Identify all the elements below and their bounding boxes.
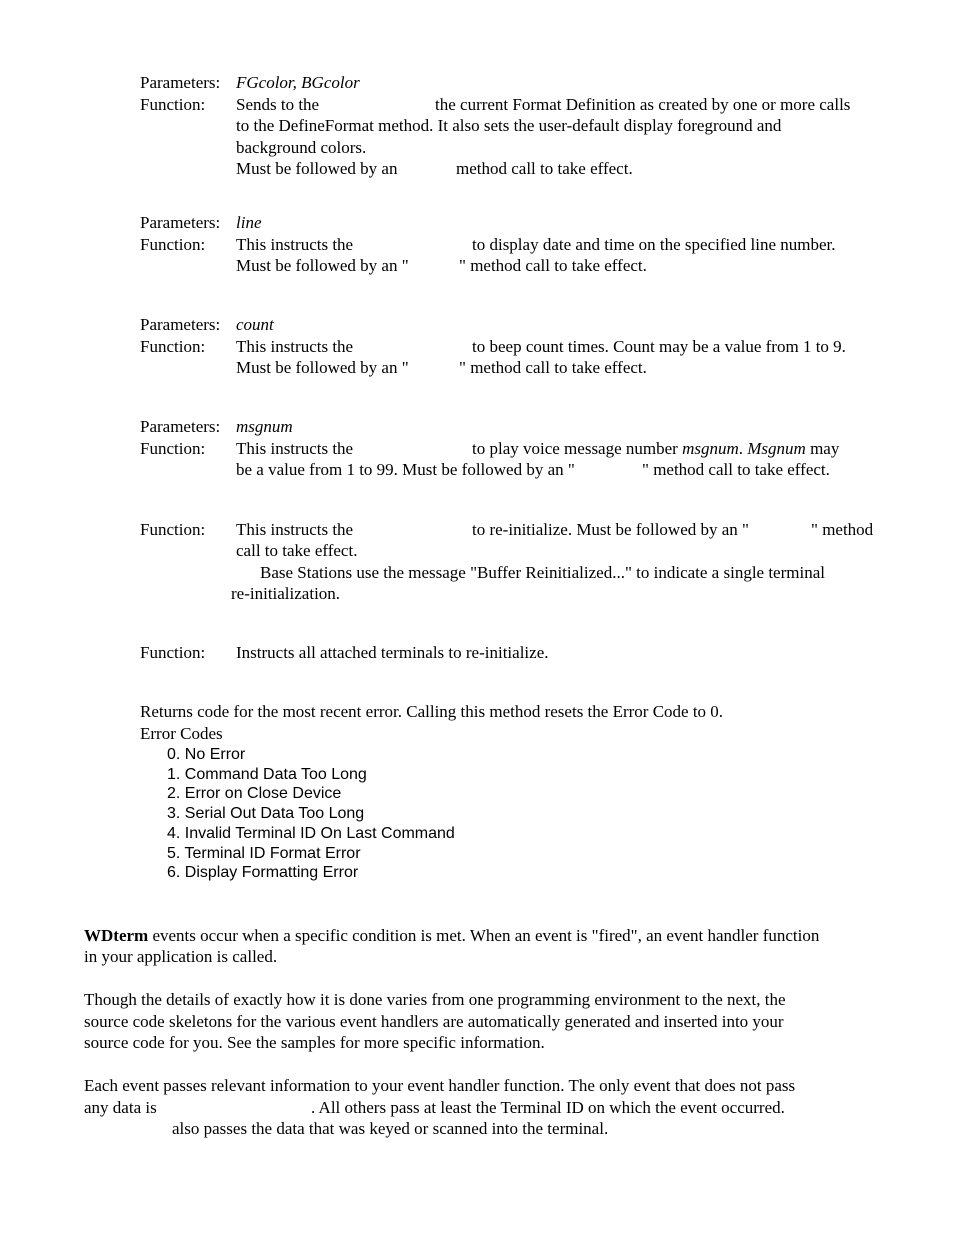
text-line: source code skeletons for the various event handlers are automatically generated and inserted into your (84, 1012, 784, 1031)
text-line: any data is (84, 1098, 157, 1117)
text-line: background colors. (236, 138, 367, 157)
text-line: Must be followed by an " (236, 358, 409, 377)
text-line: to beep count times. Count may be a value from 1 to 9. (472, 337, 846, 356)
text-line: to re-initialize. Must be followed by an " (472, 520, 749, 539)
text-line: method call to take effect. (456, 159, 633, 178)
text-run: events occur when a specific condition is met. When an event is "fired", an event handler function (152, 926, 820, 945)
text-line: This instructs the (236, 520, 354, 539)
text-line: also passes the data that was keyed or scanned into the terminal. (172, 1119, 609, 1138)
text-line: " method call to take effect. (459, 358, 647, 377)
function-label: Function: (140, 337, 206, 356)
text-line: This instructs the (236, 439, 354, 458)
error-code-item: 1. Command Data Too Long (167, 766, 367, 783)
function-label: Function: (140, 95, 206, 114)
text-line: Must be followed by an (236, 159, 398, 178)
function-label: Function: (140, 520, 206, 539)
text-line: in your application is called. (84, 947, 278, 966)
params-value: msgnum (236, 417, 293, 436)
text-line: . All others pass at least the Terminal ID on which the event occurred. (311, 1098, 785, 1117)
text-line: Instructs all attached terminals to re-initialize. (236, 643, 549, 662)
text-line: Must be followed by an " (236, 256, 409, 275)
error-codes-heading: Error Codes (140, 724, 223, 743)
text-run: may (810, 439, 840, 458)
params-value: line (236, 213, 262, 232)
text-line: to the DefineFormat method. It also sets the user-default display foreground and (236, 116, 782, 135)
text-line: the current Format Definition as created by one or more calls (435, 95, 851, 114)
params-label: Parameters: (140, 417, 221, 436)
params-value: FGcolor, BGcolor (236, 73, 360, 92)
text-line (84, 925, 819, 946)
error-code-item: 3. Serial Out Data Too Long (167, 805, 365, 822)
text-line: Sends to the (236, 95, 320, 114)
error-code-item: 5. Terminal ID Format Error (167, 845, 361, 862)
error-code-item: 4. Invalid Terminal ID On Last Command (167, 825, 455, 842)
error-description: Returns code for the most recent error. Calling this method resets the Error Code to 0. (140, 702, 724, 721)
text-line: " method (811, 520, 874, 539)
text-line: call to take effect. (236, 541, 358, 560)
function-label: Function: (140, 643, 206, 662)
text-line (472, 438, 839, 459)
text-line: This instructs the (236, 337, 354, 356)
text-line: " method call to take effect. (459, 256, 647, 275)
text-line: This instructs the (236, 235, 354, 254)
params-value: count (236, 315, 274, 334)
wdterm-name: WDterm (84, 926, 149, 945)
text-line: Each event passes relevant information to your event handler function. The only event that does not pass (84, 1076, 796, 1095)
text-run: . (738, 439, 743, 458)
text-run: to play voice message number (472, 439, 678, 458)
text-line: " method call to take effect. (642, 460, 830, 479)
error-code-item: 0. No Error (167, 746, 246, 763)
text-line: Base Stations use the message "Buffer Reinitialized..." to indicate a single terminal (260, 563, 825, 582)
params-label: Parameters: (140, 213, 221, 232)
function-label: Function: (140, 235, 206, 254)
text-run: msgnum (682, 439, 739, 458)
text-line: source code for you. See the samples for more specific information. (84, 1033, 545, 1052)
text-line: Though the details of exactly how it is done varies from one programming environment to the next, the (84, 990, 786, 1009)
text-line: re-initialization. (231, 584, 341, 603)
error-code-item: 6. Display Formatting Error (167, 864, 359, 881)
text-line: to display date and time on the specified line number. (472, 235, 836, 254)
error-code-item: 2. Error on Close Device (167, 785, 342, 802)
params-label: Parameters: (140, 315, 221, 334)
function-label: Function: (140, 439, 206, 458)
text-line: be a value from 1 to 99. Must be followed by an " (236, 460, 575, 479)
text-run: Msgnum (747, 439, 806, 458)
params-label: Parameters: (140, 73, 221, 92)
